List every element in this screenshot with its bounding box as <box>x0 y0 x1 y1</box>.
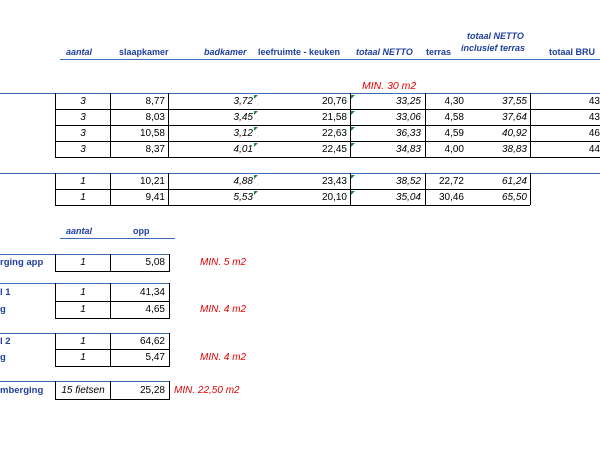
row-vline <box>169 254 170 271</box>
cell-netto-terras: 61,24 <box>501 176 527 187</box>
row-label: g <box>0 304 6 315</box>
row-aantal: 1 <box>80 304 86 315</box>
header-terras: terras <box>426 47 452 57</box>
table2-top-border <box>0 173 600 174</box>
cell-leefruimte: 20,76 <box>321 96 347 107</box>
comment-marker-icon <box>254 191 258 195</box>
cell-badkamer: 4,88 <box>233 176 253 187</box>
row-divider <box>55 189 530 190</box>
row-divider <box>55 205 530 206</box>
cell-aantal: 3 <box>80 144 86 155</box>
cell-terras: 4,00 <box>444 144 464 155</box>
cell-netto: 36,33 <box>395 128 421 139</box>
row-bottom-border <box>55 366 170 367</box>
row-label: l 2 <box>0 336 11 347</box>
row-divider <box>55 141 600 142</box>
cell-terras: 4,59 <box>444 128 464 139</box>
storage-header-aantal: aantal <box>66 226 93 236</box>
row-opp: 25,28 <box>139 385 165 396</box>
cell-aantal: 3 <box>80 96 86 107</box>
cell-slaapkamer: 9,41 <box>145 192 165 203</box>
row-divider <box>55 109 600 110</box>
cell-netto-terras: 40,92 <box>501 128 527 139</box>
comment-marker-icon <box>254 111 258 115</box>
row-divider <box>55 157 600 158</box>
cell-leefruimte: 22,63 <box>321 128 347 139</box>
row-opp: 5,08 <box>145 257 165 268</box>
row-top-border <box>0 333 170 334</box>
row-divider <box>55 301 170 302</box>
row-label: mberging <box>0 385 44 396</box>
cell-terras: 22,72 <box>438 176 464 187</box>
cell-netto: 33,25 <box>395 96 421 107</box>
comment-marker-icon <box>254 95 258 99</box>
table1-top-border <box>0 93 600 94</box>
header-badkamer: badkamer <box>204 47 247 57</box>
cell-slaapkamer: 8,37 <box>145 144 165 155</box>
storage-header-opp: opp <box>133 226 150 236</box>
row-vline <box>169 283 170 318</box>
header-leefruimte: leefruimte - keuken <box>258 47 341 57</box>
header-totaal-bruto: totaal BRU <box>549 47 596 57</box>
row-top-border <box>0 283 170 284</box>
header-underline <box>60 59 600 60</box>
row-note: MIN. 5 m2 <box>200 257 247 268</box>
cell-badkamer: 4,01 <box>233 144 253 155</box>
header-aantal: aantal <box>66 47 93 57</box>
cell-slaapkamer: 10,21 <box>139 176 165 187</box>
row-aantal: 1 <box>80 287 86 298</box>
row-opp: 64,62 <box>139 336 165 347</box>
cell-terras: 4,30 <box>444 96 464 107</box>
row-top-border <box>0 381 170 382</box>
cell-slaapkamer: 10,58 <box>139 128 165 139</box>
cell-leefruimte: 21,58 <box>321 112 347 123</box>
cell-netto-terras: 37,55 <box>501 96 527 107</box>
storage-header-underline <box>60 238 175 239</box>
comment-marker-icon <box>254 175 258 179</box>
row-aantal: 1 <box>80 336 86 347</box>
table2-vline <box>530 173 531 205</box>
cell-bruto: 43 <box>588 96 600 107</box>
row-label: l 1 <box>0 287 11 298</box>
cell-netto: 34,83 <box>395 144 421 155</box>
comment-marker-icon <box>254 127 258 131</box>
min-netto-note: MIN. 30 m2 <box>362 80 417 92</box>
cell-leefruimte: 23,43 <box>321 176 347 187</box>
comment-marker-icon <box>351 175 355 179</box>
row-vline <box>169 333 170 366</box>
row-bottom-border <box>55 318 170 319</box>
cell-slaapkamer: 8,03 <box>145 112 165 123</box>
row-bottom-border <box>55 271 170 272</box>
row-label: rging app <box>0 257 44 268</box>
row-opp: 5,47 <box>145 352 165 363</box>
comment-marker-icon <box>351 111 355 115</box>
row-opp: 4,65 <box>145 304 165 315</box>
cell-netto: 35,04 <box>395 192 421 203</box>
cell-bruto: 43 <box>588 112 600 123</box>
cell-aantal: 1 <box>80 176 86 187</box>
cell-aantal: 1 <box>80 192 86 203</box>
cell-badkamer: 5,53 <box>233 192 253 203</box>
cell-leefruimte: 22,45 <box>321 144 347 155</box>
cell-badkamer: 3,72 <box>233 96 253 107</box>
row-note: MIN. 22,50 m2 <box>174 385 240 396</box>
row-aantal: 1 <box>80 257 86 268</box>
row-divider <box>55 125 600 126</box>
row-aantal: 1 <box>80 352 86 363</box>
cell-terras: 4,58 <box>444 112 464 123</box>
row-opp: 41,34 <box>139 287 165 298</box>
header-totaal-netto: totaal NETTO <box>356 47 413 57</box>
cell-bruto: 44 <box>588 144 600 155</box>
row-top-border <box>0 254 170 255</box>
cell-netto: 33,06 <box>395 112 421 123</box>
comment-marker-icon <box>351 95 355 99</box>
cell-badkamer: 3,45 <box>233 112 253 123</box>
header-slaapkamer: slaapkamer <box>119 47 169 57</box>
header-totaal-netto-terras-2: inclusief terras <box>461 43 526 53</box>
row-vline <box>169 381 170 399</box>
comment-marker-icon <box>351 127 355 131</box>
cell-aantal: 3 <box>80 112 86 123</box>
cell-netto-terras: 37,64 <box>501 112 527 123</box>
comment-marker-icon <box>254 143 258 147</box>
cell-leefruimte: 20,10 <box>321 192 347 203</box>
cell-terras: 30,46 <box>438 192 464 203</box>
cell-netto-terras: 65,50 <box>501 192 527 203</box>
row-aantal: 15 fietsen <box>61 385 105 396</box>
comment-marker-icon <box>351 143 355 147</box>
comment-marker-icon <box>351 191 355 195</box>
cell-netto: 38,52 <box>395 176 421 187</box>
row-note: MIN. 4 m2 <box>200 304 247 315</box>
cell-slaapkamer: 8,77 <box>145 96 165 107</box>
row-label: g <box>0 352 6 363</box>
row-bottom-border <box>55 399 170 400</box>
cell-bruto: 46 <box>588 128 600 139</box>
row-divider <box>55 349 170 350</box>
row-note: MIN. 4 m2 <box>200 352 247 363</box>
cell-badkamer: 3,12 <box>233 128 253 139</box>
cell-netto-terras: 38,83 <box>501 144 527 155</box>
cell-aantal: 3 <box>80 128 86 139</box>
header-totaal-netto-terras-1: totaal NETTO <box>467 31 524 41</box>
